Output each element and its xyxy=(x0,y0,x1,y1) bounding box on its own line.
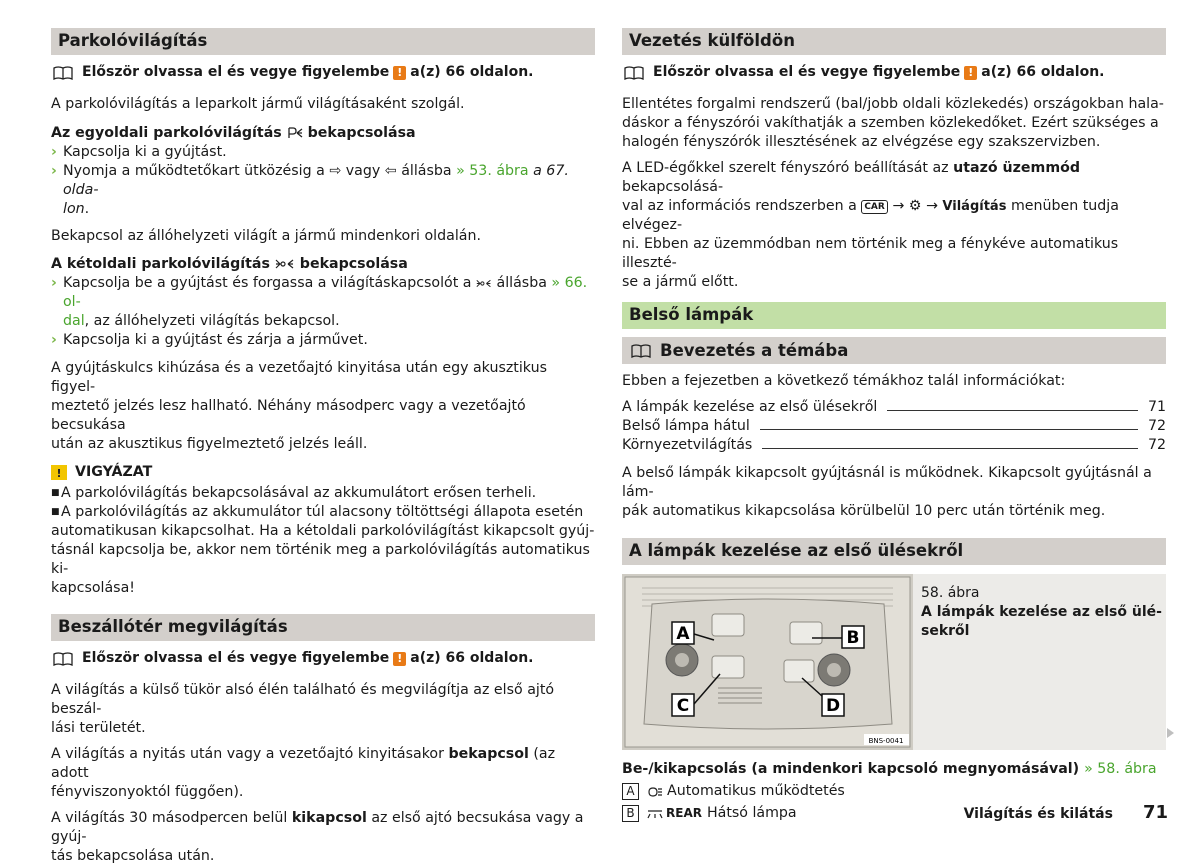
page-link-66[interactable]: » 66. ol- xyxy=(63,275,588,310)
toc-leader xyxy=(760,429,1138,430)
car-button-icon: CAR xyxy=(861,200,888,214)
paragraph: A LED-égőkkel szerelt fényszóró beállítását az utazó üzemmód bekapcsolásá- val az információs rendszerben a CAR → ⚙ → Világítás menüben tudja elvégez- ni. Ebben az üzemmódban nem történik meg a fénykéve automatikus illeszté- se a jármű előtt. xyxy=(622,160,1119,290)
paragraph: A világítás 30 másodpercen belül kikapcsol az első ajtó becsukása vagy a gyúj- tás bekapcsolása után. xyxy=(51,810,584,864)
fig-link-58[interactable]: » 58. ábra xyxy=(1084,761,1157,777)
paragraph: A belső lámpák kikapcsolt gyújtásnál is működnek. Kikapcsolt gyújtásnál a lám- pák automatikus kikapcsolása körülbelül 10 perc után történik meg. xyxy=(622,465,1152,519)
section-header-lampak-kezelese: A lámpák kezelése az első ülésekről xyxy=(622,538,1166,565)
parking-light-both-icon xyxy=(275,258,295,270)
subheading-two-sides: A kétoldali parkolóvilágítás bekapcsolása xyxy=(51,256,408,272)
warning-icon: ! xyxy=(393,66,406,80)
settings-gear-icon: ⚙ xyxy=(908,198,922,214)
caution-icon xyxy=(51,465,67,480)
step-item: › Kapcsolja ki a gyújtást. xyxy=(51,144,227,160)
arrow-right-icon: ⇨ xyxy=(329,163,342,179)
intro-text: A parkolóvilágítás a leparkolt jármű világításaként szolgál. xyxy=(51,96,465,112)
section-header-belso-lampak: Belső lámpák xyxy=(622,302,1166,329)
acoustic-paragraph: A gyújtáskulcs kihúzása és a vezetőajtó kinyitása után egy akusztikus figyel- meztető jelzés lesz hallható. Néhány másodperc vagy a vezetőajtó becsukása után az akusztikus figyelmeztető jelzés leáll. xyxy=(51,360,547,452)
toc-label: Belső lámpa hátul xyxy=(622,418,750,434)
book-icon xyxy=(631,344,651,358)
subheader-bevezetes: Bevezetés a témába xyxy=(622,337,1166,364)
note-text: Bekapcsol az állóhelyzeti világít a jármű mindenkori oldalán. xyxy=(51,228,481,244)
toc-page: 71 xyxy=(1147,399,1166,415)
book-icon xyxy=(53,652,73,666)
first-read-notice: Először olvassa el és vegye figyelembe ! a(z) 66 oldalon. xyxy=(622,63,1166,82)
parking-light-left-icon xyxy=(287,127,303,139)
callout-b-label: B xyxy=(846,628,860,648)
first-read-notice: Először olvassa el és vegye figyelembe ! a(z) 66 oldalon. xyxy=(51,649,595,668)
book-icon xyxy=(624,66,644,80)
toc-label: Környezetvilágítás xyxy=(622,437,753,453)
next-page-arrow-icon[interactable] xyxy=(1167,728,1174,738)
intro-text: Ebben a fejezetben a következő témákhoz talál információkat: xyxy=(622,373,1066,389)
warning-icon: ! xyxy=(964,66,977,80)
caution-text: automatikusan kikapcsolhat. Ha a kétoldali parkolóvilágítást kikapcsolt gyúj- tásnál kapcsolja be, akkor nem történik meg a parkolóvilágítás automatikus ki- kapcsolása! xyxy=(51,523,595,596)
toc-entry[interactable] xyxy=(622,436,1166,455)
paragraph: Ellentétes forgalmi rendszerű (bal/jobb oldali közlekedés) országokban hala- dáskor a fényszórói vakíthatják a szemben közlekedőket. Ezért szükséges a halogén fényszórók illesztésének az elvégzése egy szakszervizben. xyxy=(622,96,1164,150)
footer-section-title: Világítás és kilátás xyxy=(963,806,1113,822)
list-item-a: A Automatikus működtetés xyxy=(622,782,1166,801)
arrow-left-icon: ⇦ xyxy=(384,163,397,179)
toc-entry[interactable] xyxy=(622,417,1166,436)
toc-leader xyxy=(887,410,1138,411)
callout-c-label: C xyxy=(676,696,690,716)
step-item: › Kapcsolja ki a gyújtást és zárja a járművet. xyxy=(51,332,368,348)
subheading-one-side: Az egyoldali parkolóvilágítás bekapcsolása xyxy=(51,125,416,141)
book-icon xyxy=(53,66,73,80)
first-read-notice: Először olvassa el és vegye figyelembe ! a(z) 66 oldalon. xyxy=(51,63,595,82)
toc-entry[interactable] xyxy=(622,398,1166,417)
caution-item: ■ A parkolóvilágítás bekapcsolásával az akkumulátort erősen terheli. xyxy=(51,485,537,501)
list-item-b: B REAR Hátsó lámpa xyxy=(622,804,1166,823)
toc-leader xyxy=(762,448,1138,449)
paragraph: A világítás a nyitás után vagy a vezetőajtó kinyitásakor bekapcsol (az adott fényviszonyoktól függően). xyxy=(51,746,556,800)
callout-d-label: D xyxy=(825,696,841,716)
figure-caption: 58. ábra A lámpák kezelése az első ülé- sekről xyxy=(913,574,1166,750)
callout-a-label: A xyxy=(676,624,690,644)
page-footer xyxy=(964,803,1168,824)
toc-page: 72 xyxy=(1147,437,1166,453)
left-column xyxy=(51,28,595,866)
section-header-parkolovilagitas: Parkolóvilágítás xyxy=(51,28,595,55)
interior-light-icon xyxy=(647,808,663,820)
toc-page: 72 xyxy=(1147,418,1166,434)
caution-item: ■ A parkolóvilágítás az akkumulátor túl alacsony töltöttségi állapota esetén xyxy=(51,504,584,520)
svg-text:!: ! xyxy=(56,467,62,480)
auto-light-icon xyxy=(647,786,663,798)
figure-code: BNS-0041 xyxy=(868,737,904,745)
warning-icon: ! xyxy=(393,652,406,666)
page-number: 71 xyxy=(1142,802,1168,823)
fig-link-53[interactable]: » 53. ábra xyxy=(456,163,529,179)
toc-label: A lámpák kezelése az első ülésekről xyxy=(622,399,878,415)
paragraph: A világítás a külső tükör alsó élén található és megvilágítja az első ajtó beszál- lási területét. xyxy=(51,682,555,736)
right-column xyxy=(622,28,1166,823)
section-header-beszallo: Beszállótér megvilágítás xyxy=(51,614,595,641)
figure-58 xyxy=(622,574,1166,750)
table-of-contents xyxy=(622,398,1166,455)
step-item: › Nyomja a működtetőkart ütközésig a ⇨ vagy ⇦ állásba » 53. ábra a 67. olda- lon. xyxy=(51,163,569,217)
step-item: › Kapcsolja be a gyújtást és forgassa a világításkapcsolót a állásba » 66. ol- dal, az állóhelyzeti világítás bekapcsol. xyxy=(51,275,588,329)
caution-heading: ! VIGYÁZAT xyxy=(51,463,595,482)
onoff-heading: Be-/kikapcsolás (a mindenkori kapcsoló megnyomásával) » 58. ábra xyxy=(622,761,1157,777)
parking-light-both-icon xyxy=(476,278,492,289)
roof-console-illustration xyxy=(622,574,913,750)
section-header-vezetes: Vezetés külföldön xyxy=(622,28,1166,55)
